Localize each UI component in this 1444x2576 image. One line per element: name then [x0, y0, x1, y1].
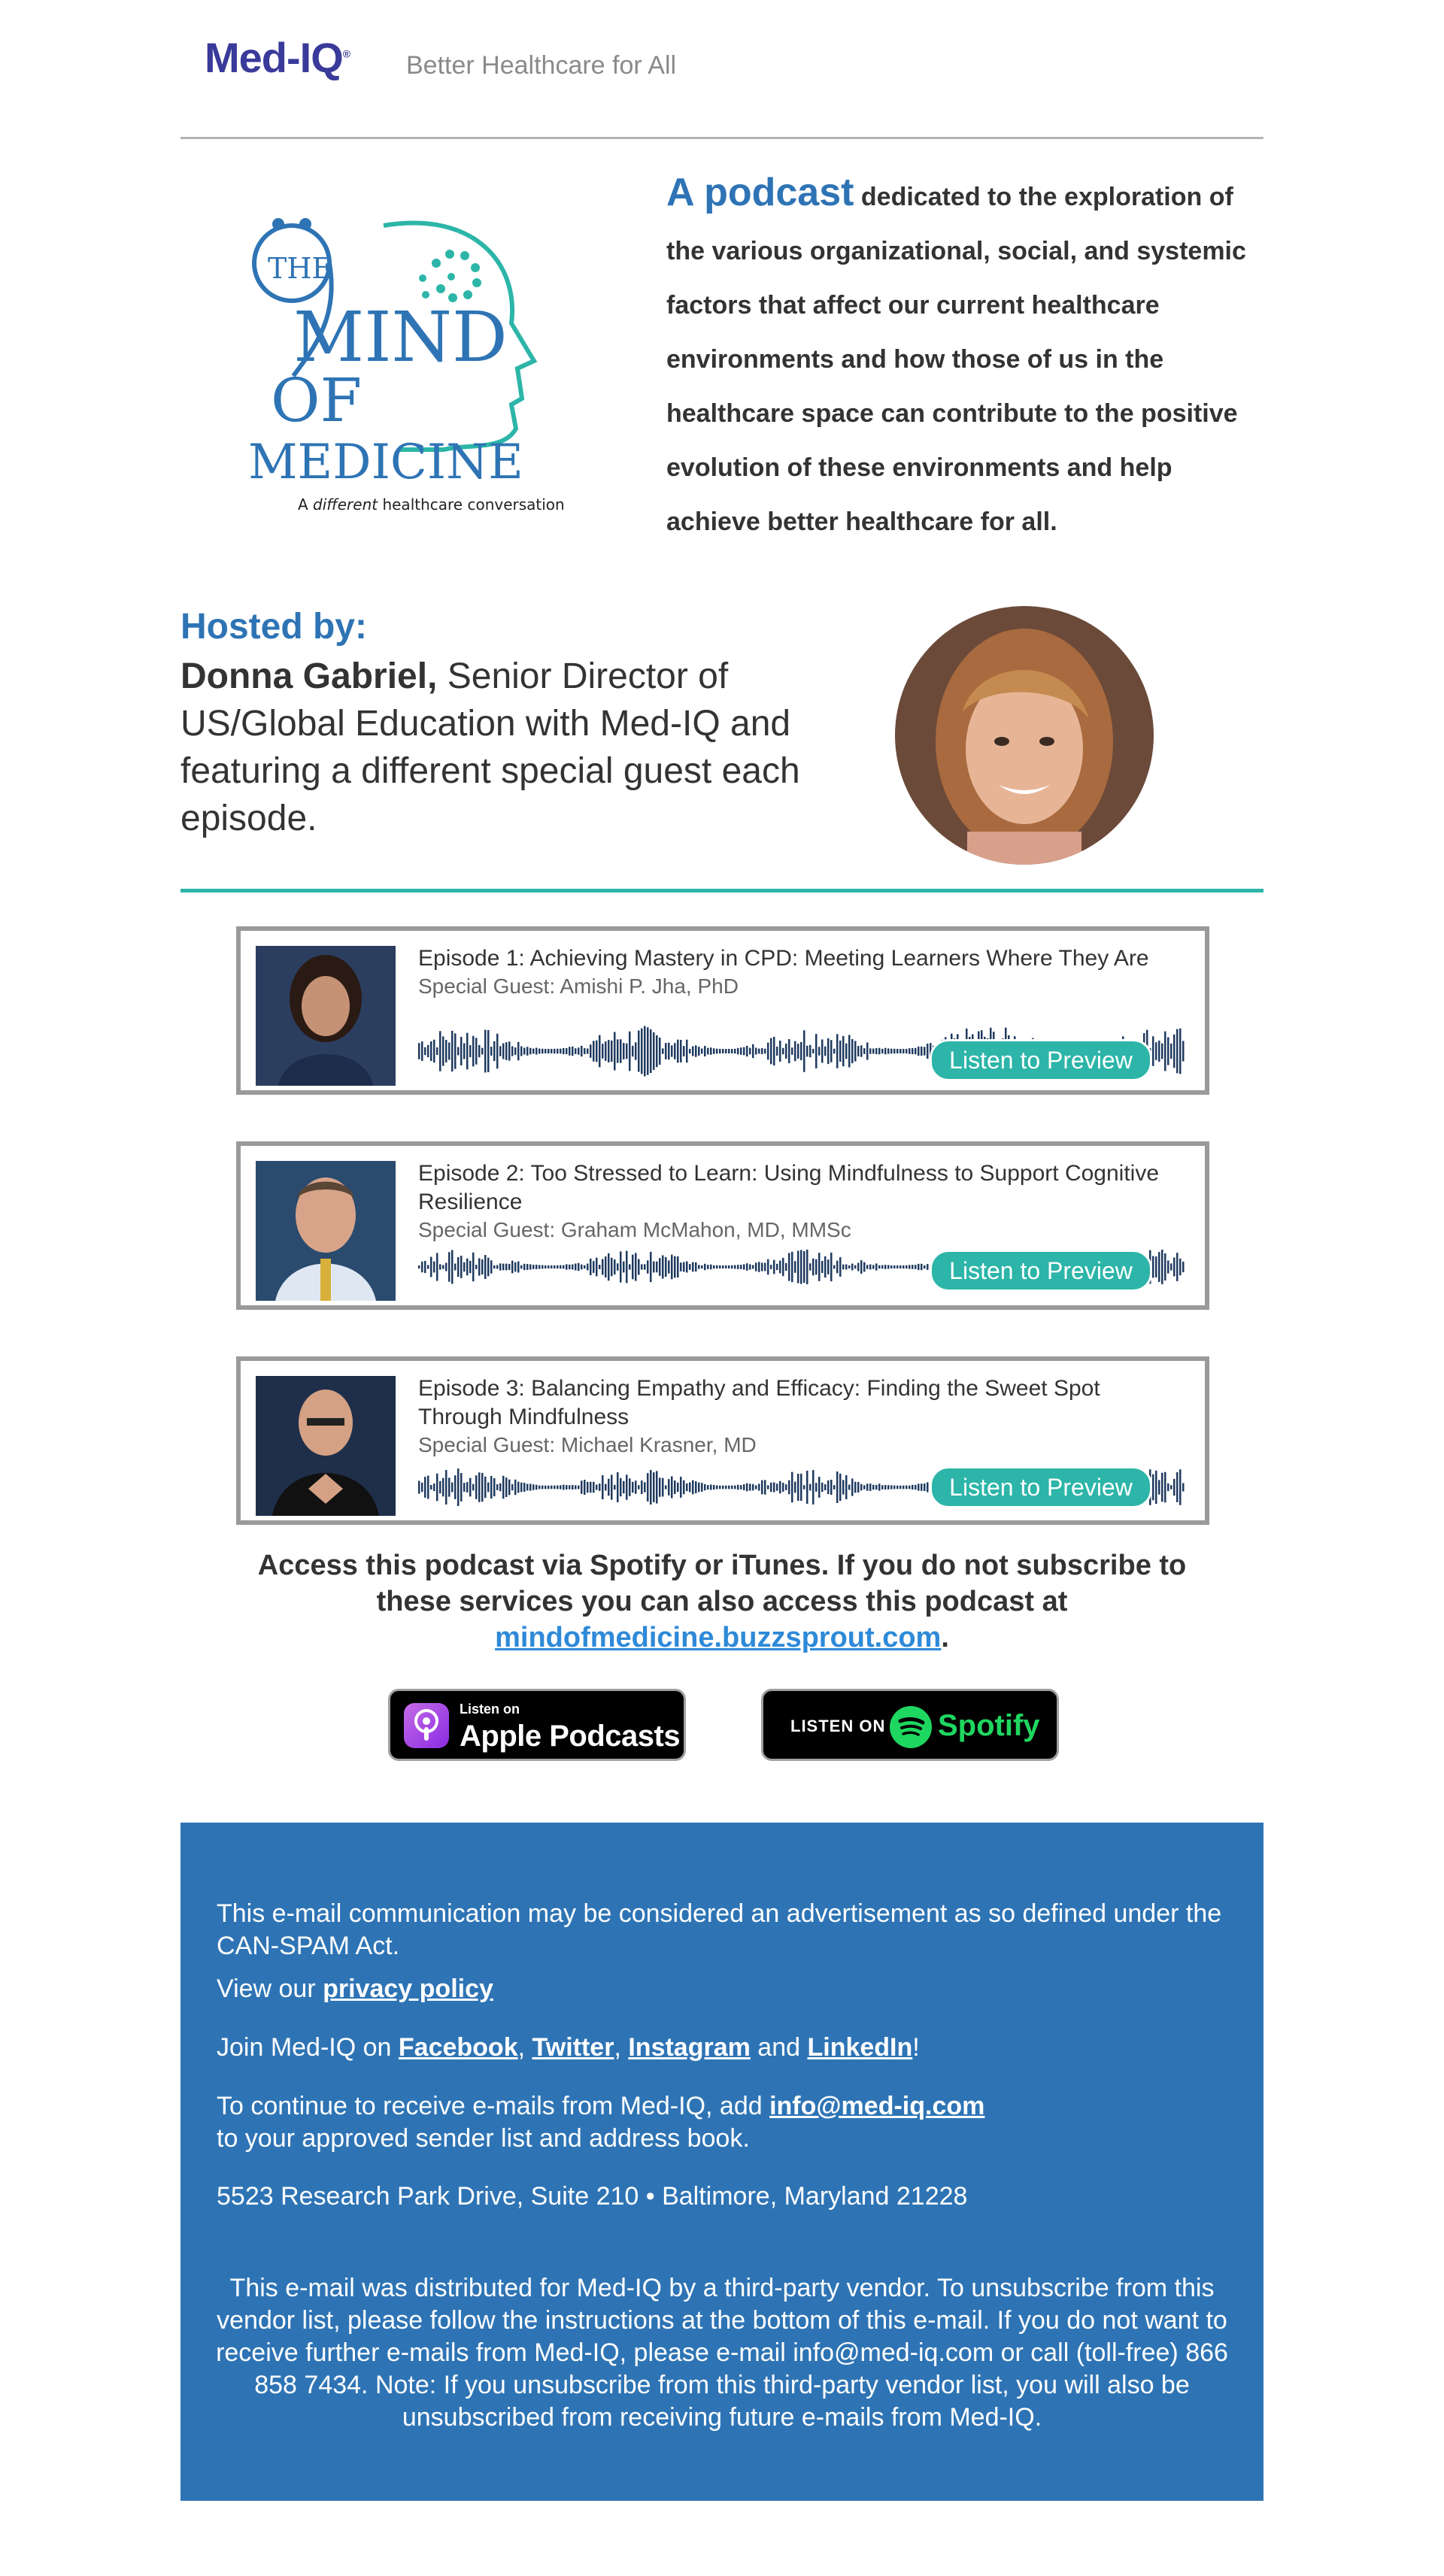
hosted-by-label: Hosted by:: [180, 607, 368, 647]
instagram-link[interactable]: Instagram: [628, 2033, 751, 2062]
head-silhouette-icon: [248, 211, 609, 526]
spotify-icon: [890, 1706, 932, 1748]
header-tagline: Better Healthcare for All: [406, 51, 677, 80]
spotify-button[interactable]: [761, 1689, 1059, 1761]
intro-lead: A podcast: [666, 171, 854, 214]
episode-1-guest-photo: [256, 946, 396, 1086]
join-end: !: [912, 2033, 920, 2062]
facebook-link[interactable]: Facebook: [398, 2033, 518, 2062]
access-instructions: [226, 1547, 1218, 1656]
host-role: Senior Director of US/Global Education with Med-IQ and featuring a different special guest each episode.: [180, 656, 800, 838]
listen-to-preview-button-3[interactable]: Listen to Preview: [930, 1466, 1152, 1508]
logo-mind: MIND: [293, 297, 508, 377]
episode-3-guest-photo: [256, 1376, 396, 1516]
episode-card-2[interactable]: [236, 1141, 1209, 1310]
continue-text: To continue to receive e-mails from Med-IQ, add: [217, 2092, 770, 2120]
logo-of: OF: [271, 365, 363, 435]
host-name: Donna Gabriel,: [180, 656, 438, 696]
episode-3-guest: Special Guest: Michael Krasner, MD: [418, 1433, 757, 1456]
apple-podcasts-button[interactable]: [388, 1689, 686, 1761]
brand-name: Med-IQ: [205, 34, 343, 81]
view-our-text: View our: [217, 1974, 323, 2003]
episode-1-title[interactable]: Episode 1: Achieving Mastery in CPD: Meeting Learners Where They Are: [418, 946, 1149, 971]
podcast-intro: [666, 165, 1273, 549]
episode-2-guest-photo: [256, 1161, 396, 1301]
buzzsprout-link[interactable]: mindofmedicine.buzzsprout.com: [495, 1622, 942, 1653]
canspam-notice: This e-mail communication may be considered an advertisement as so defined under the CAN-SPAM Act.: [217, 1899, 1222, 1960]
guest-portrait-image: [256, 1161, 396, 1301]
logo-subtitle-em: different: [313, 496, 378, 514]
episode-2-title[interactable]: Episode 2: Too Stressed to Learn: Using Mindfulness to Support Cognitive Resilience: [418, 1161, 1160, 1214]
spotify-small-text: LISTEN ON: [790, 1717, 886, 1735]
host-description: [180, 653, 827, 842]
host-portrait-image: [895, 606, 1154, 865]
email-link[interactable]: info@med-iq.com: [769, 2092, 985, 2120]
intro-body: dedicated to the exploration of the various organizational, social, and systemic factors that affect our current healthcare environments and how those of us in the healthcare space can contribute to the positive evolution of these environments and help achieve better healthcare for all.: [666, 183, 1246, 536]
privacy-policy-link[interactable]: privacy policy: [323, 1974, 493, 2003]
sender-list-line: [217, 2090, 1224, 2155]
access-text: Access this podcast via Spotify or iTunes. If you do not subscribe to these services you can also access this podcast at: [257, 1550, 1187, 1617]
guest-portrait-image: [256, 1376, 396, 1516]
logo-medicine: MEDICINE: [248, 435, 523, 490]
mind-of-medicine-logo: [248, 211, 609, 526]
vendor-notice: This e-mail was distributed for Med-IQ by a third-party vendor. To unsubscribe from this vendor list, please follow the instructions at the bottom of this e-mail. If you do not want to receive further e-mails from Med-IQ, please e-mail info@med-iq.com or call (toll-free) 866 858 7434. Note: If you unsubscribe from this third-party vendor list, you will also be unsubscribed from receiving future e-mails from Med-IQ.: [216, 2274, 1228, 2432]
twitter-link[interactable]: Twitter: [532, 2033, 614, 2062]
episode-card-1[interactable]: [236, 926, 1209, 1095]
guest-portrait-image: [256, 946, 396, 1086]
logo-the: THE: [268, 252, 333, 285]
spotify-wordmark: Spotify: [938, 1709, 1040, 1742]
social-line: Join Med-IQ on Facebook, Twitter, Instagram and LinkedIn!: [217, 2033, 920, 2062]
postal-address: 5523 Research Park Drive, Suite 210 • Baltimore, Maryland 21228: [217, 2182, 968, 2211]
logo-subtitle-pre: A: [298, 496, 314, 514]
access-end: .: [941, 1622, 949, 1653]
listen-to-preview-button-2[interactable]: Listen to Preview: [930, 1250, 1152, 1292]
footer: [180, 1823, 1264, 2501]
linkedin-link[interactable]: LinkedIn: [807, 2033, 913, 2062]
episode-card-3[interactable]: [236, 1356, 1209, 1525]
episode-3-title[interactable]: Episode 3: Balancing Empathy and Efficacy: Finding the Sweet Spot Through Mindfulness: [418, 1376, 1100, 1429]
continue-post-text: to your approved sender list and address book.: [217, 2124, 750, 2153]
join-text: Join Med-IQ on: [217, 2033, 399, 2062]
logo-subtitle-post: healthcare conversation: [378, 496, 565, 514]
med-iq-logo[interactable]: Med-IQ®: [205, 34, 350, 81]
section-divider: [180, 889, 1264, 893]
privacy-line: [217, 1973, 1224, 2005]
header-divider: [180, 137, 1264, 139]
apple-small-text: Listen on: [460, 1702, 520, 1717]
episode-2-guest: Special Guest: Graham McMahon, MD, MMSc: [418, 1218, 851, 1241]
episode-1-guest: Special Guest: Amishi P. Jha, PhD: [418, 974, 739, 998]
apple-podcasts-icon: [404, 1703, 449, 1748]
svg-text:A different healthcare convers: [298, 496, 565, 514]
host-photo: [895, 606, 1154, 865]
listen-to-preview-button-1[interactable]: Listen to Preview: [930, 1039, 1152, 1081]
and-text: and: [750, 2033, 808, 2062]
apple-big-text: Apple Podcasts: [460, 1720, 681, 1753]
